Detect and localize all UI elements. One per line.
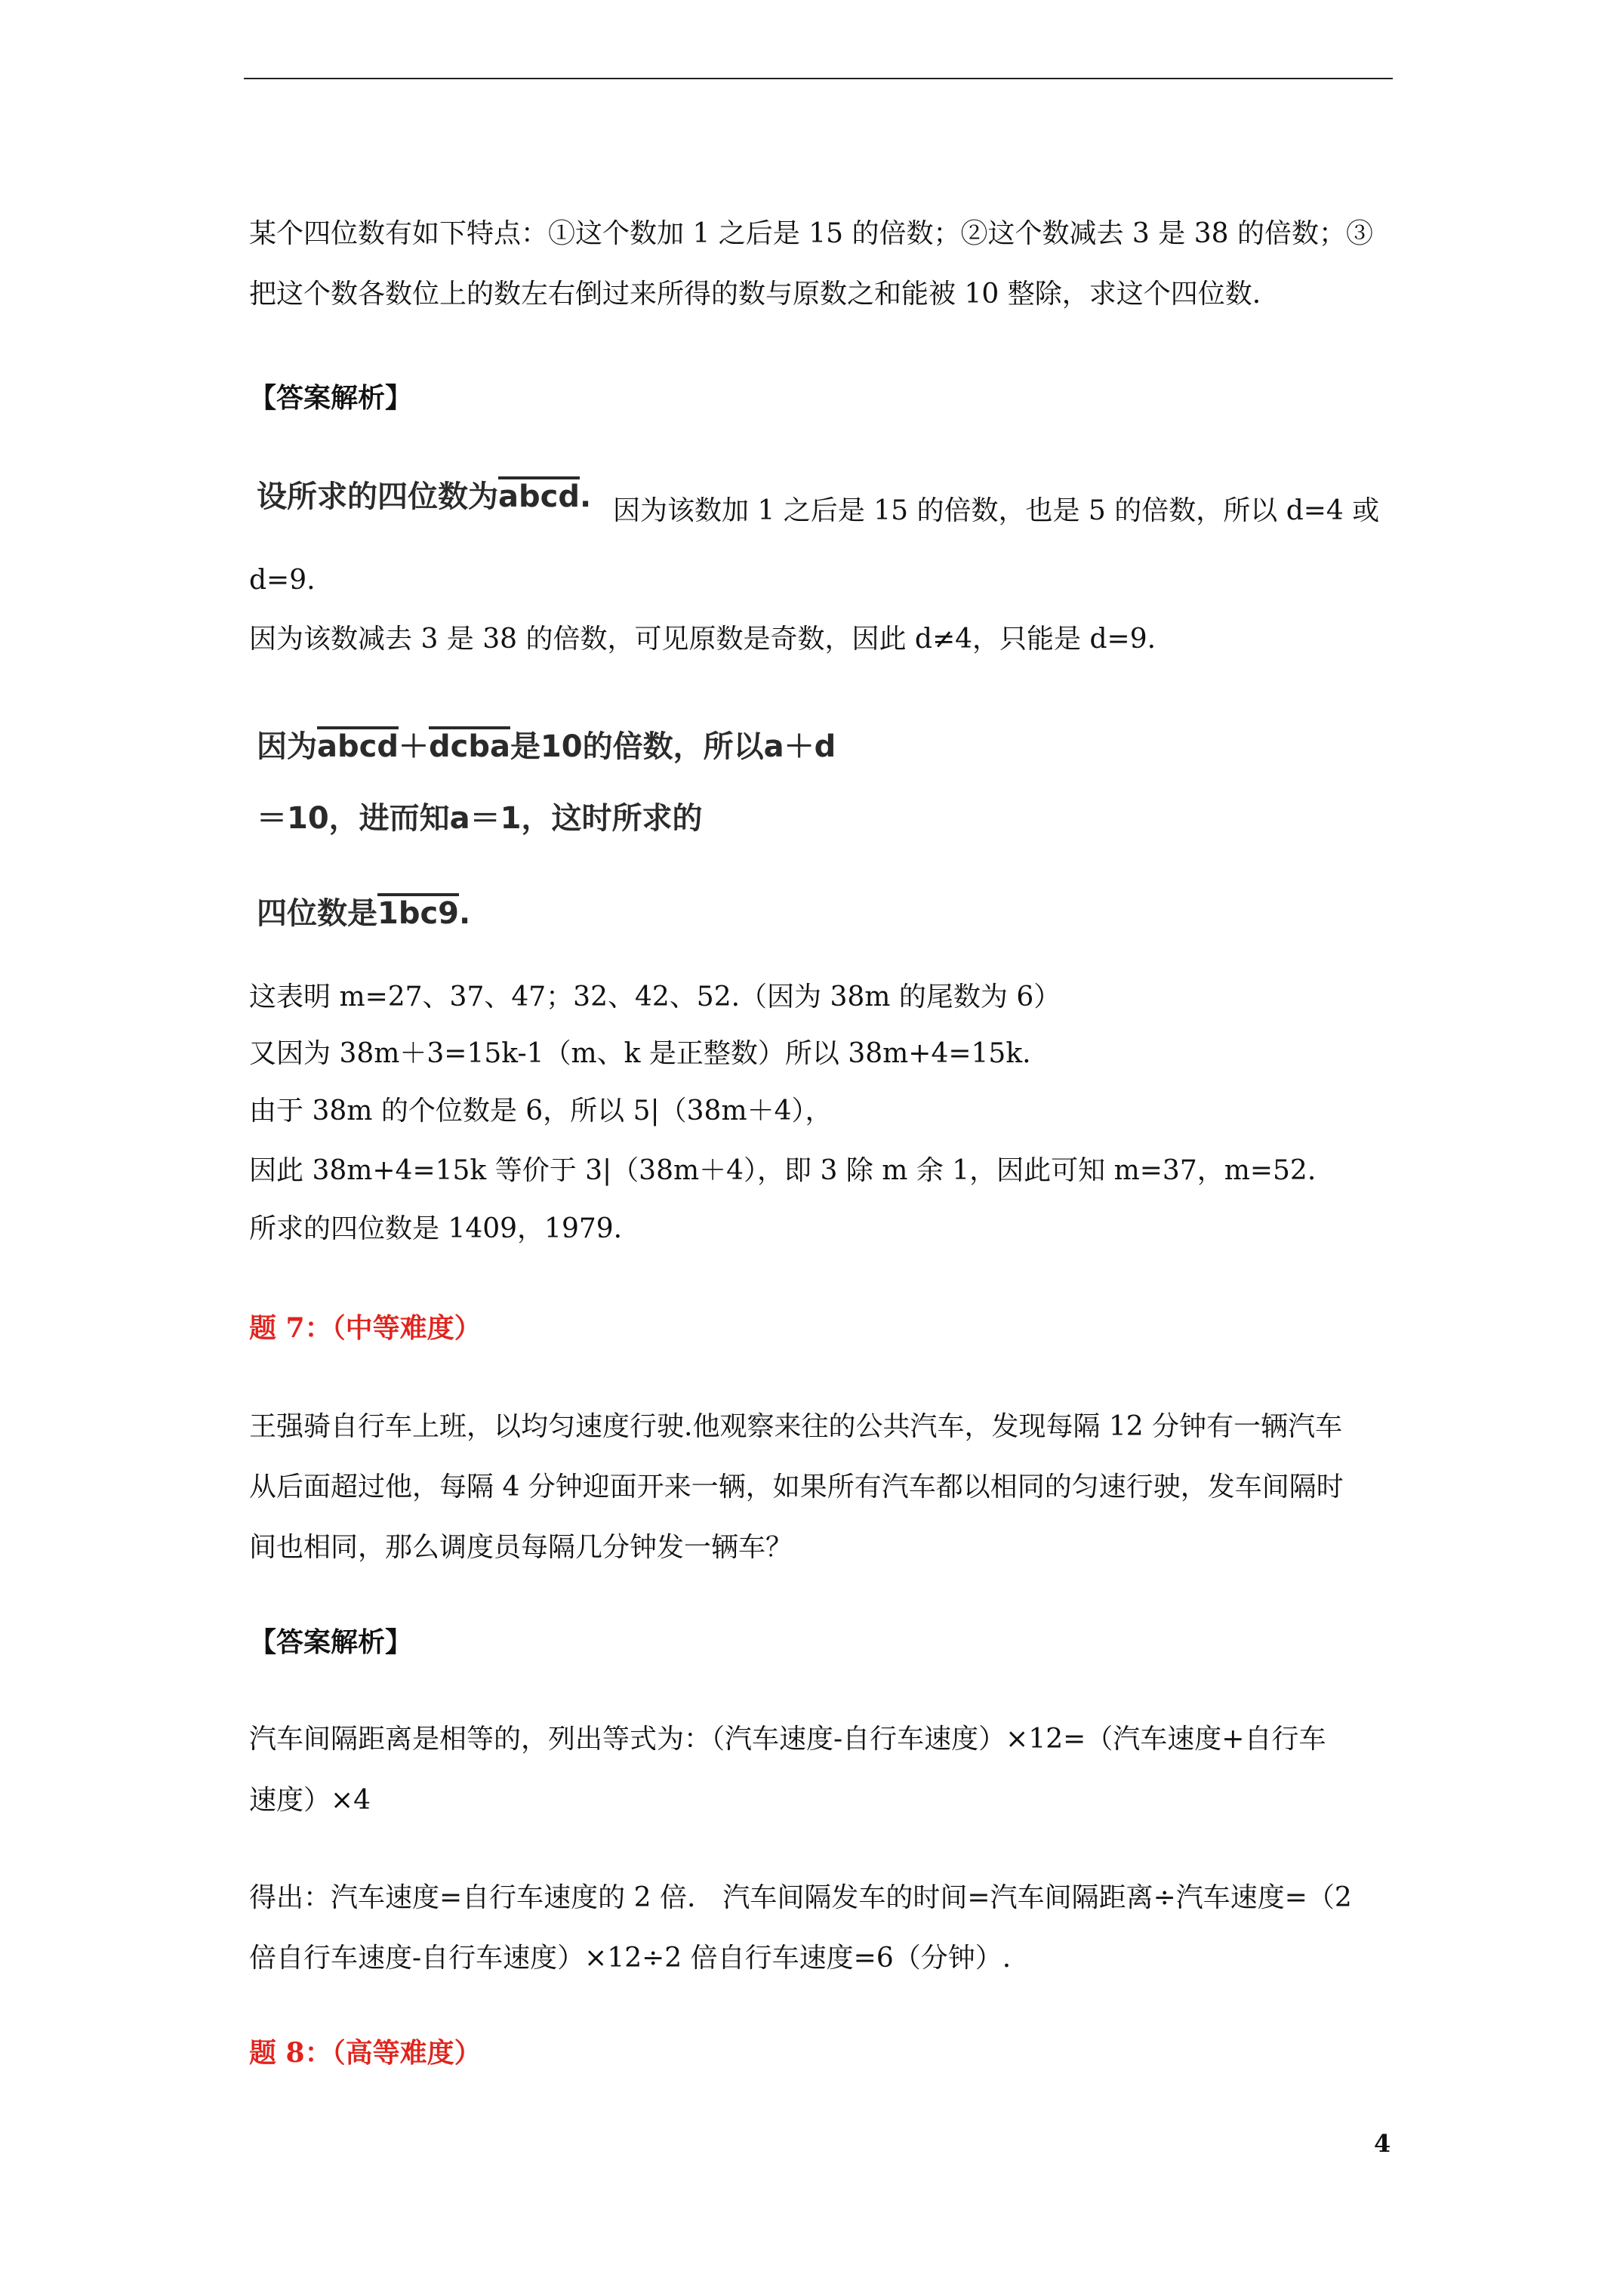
answer2-line4: 倍自行车速度-自行车速度）×12÷2 倍自行车速度=6（分钟）. <box>249 1943 1012 1974</box>
img1-overline: abcd <box>498 479 580 514</box>
answer2-heading: 【答案解析】 <box>249 1626 413 1658</box>
answer1-heading: 【答案解析】 <box>249 382 413 414</box>
img2-c: ＋ <box>398 729 429 764</box>
img2-l3a: 四位数是 <box>257 896 377 931</box>
img2-l3b: 1bc9 <box>377 896 460 931</box>
img1-text: 设所求的四位数为 <box>257 479 498 514</box>
problem6-line1: 某个四位数有如下特点：①这个数加 1 之后是 15 的倍数；②这个数减去 3 是 38 的倍数；③ <box>249 218 1373 249</box>
answer1-formula-image-2-line2: ＝10，进而知a＝1，这时所求的 <box>257 801 703 836</box>
img1-tail: . <box>579 479 592 514</box>
answer2-line1: 汽车间隔距离是相等的，列出等式为：（汽车速度-自行车速度）×12=（汽车速度+自行车 <box>249 1724 1326 1755</box>
answer1-line3: 因为该数减去 3 是 38 的倍数，可见原数是奇数，因此 d≠4，只能是 d=9. <box>249 624 1156 655</box>
problem7-line3: 间也相同，那么调度员每隔几分钟发一辆车？ <box>249 1532 793 1563</box>
answer1-formula-image-2-line1 <box>257 727 836 766</box>
img2-l3c: . <box>459 896 471 931</box>
answer1-line7: 因此 38m+4=15k 等价于 3|（38m＋4），即 3 除 m 余 1，因此可知 m=37，m=52. <box>249 1155 1317 1186</box>
header-rule <box>244 78 1393 79</box>
img2-d: dcba <box>428 729 510 764</box>
answer1-line5: 又因为 38m＋3=15k-1（m、k 是正整数）所以 38m+4=15k. <box>249 1038 1031 1069</box>
answer1-formula-image-2-line3 <box>257 894 470 933</box>
problem7-line2: 从后面超过他，每隔 4 分钟迎面开来一辆，如果所有汽车都以相同的匀速行驶，发车间隔时 <box>249 1472 1344 1502</box>
img2-b: abcd <box>317 729 399 764</box>
problem6-line2: 把这个数各数位上的数左右倒过来所得的数与原数之和能被 10 整除，求这个四位数. <box>249 279 1261 310</box>
answer1-line4: 这表明 m=27、37、47；32、42、52.（因为 38m 的尾数为 6） <box>249 982 1061 1012</box>
problem7-line1: 王强骑自行车上班，以均匀速度行驶.他观察来往的公共汽车，发现每隔 12 分钟有一辆汽车 <box>249 1411 1343 1442</box>
page-number: 4 <box>1374 2129 1391 2158</box>
img2-a: 因为 <box>257 729 317 764</box>
answer2-line2: 速度）×4 <box>249 1785 371 1816</box>
problem7-title: 题 7：（中等难度） <box>249 1312 482 1344</box>
answer1-formula-image-1 <box>257 477 591 516</box>
answer1-line8: 所求的四位数是 1409，1979. <box>249 1213 623 1244</box>
problem8-title: 题 8：（高等难度） <box>249 2037 482 2069</box>
answer1-line2: d=9. <box>249 565 316 596</box>
answer2-line3: 得出：汽车速度=自行车速度的 2 倍. 汽车间隔发车的时间=汽车间隔距离÷汽车速度=（2 <box>249 1882 1352 1913</box>
answer1-line1: 因为该数加 1 之后是 15 的倍数，也是 5 的倍数，所以 d=4 或 <box>613 495 1380 526</box>
img2-e: 是10的倍数，所以a＋d <box>510 729 836 764</box>
answer1-line6: 由于 38m 的个位数是 6，所以 5|（38m＋4）， <box>249 1096 833 1126</box>
